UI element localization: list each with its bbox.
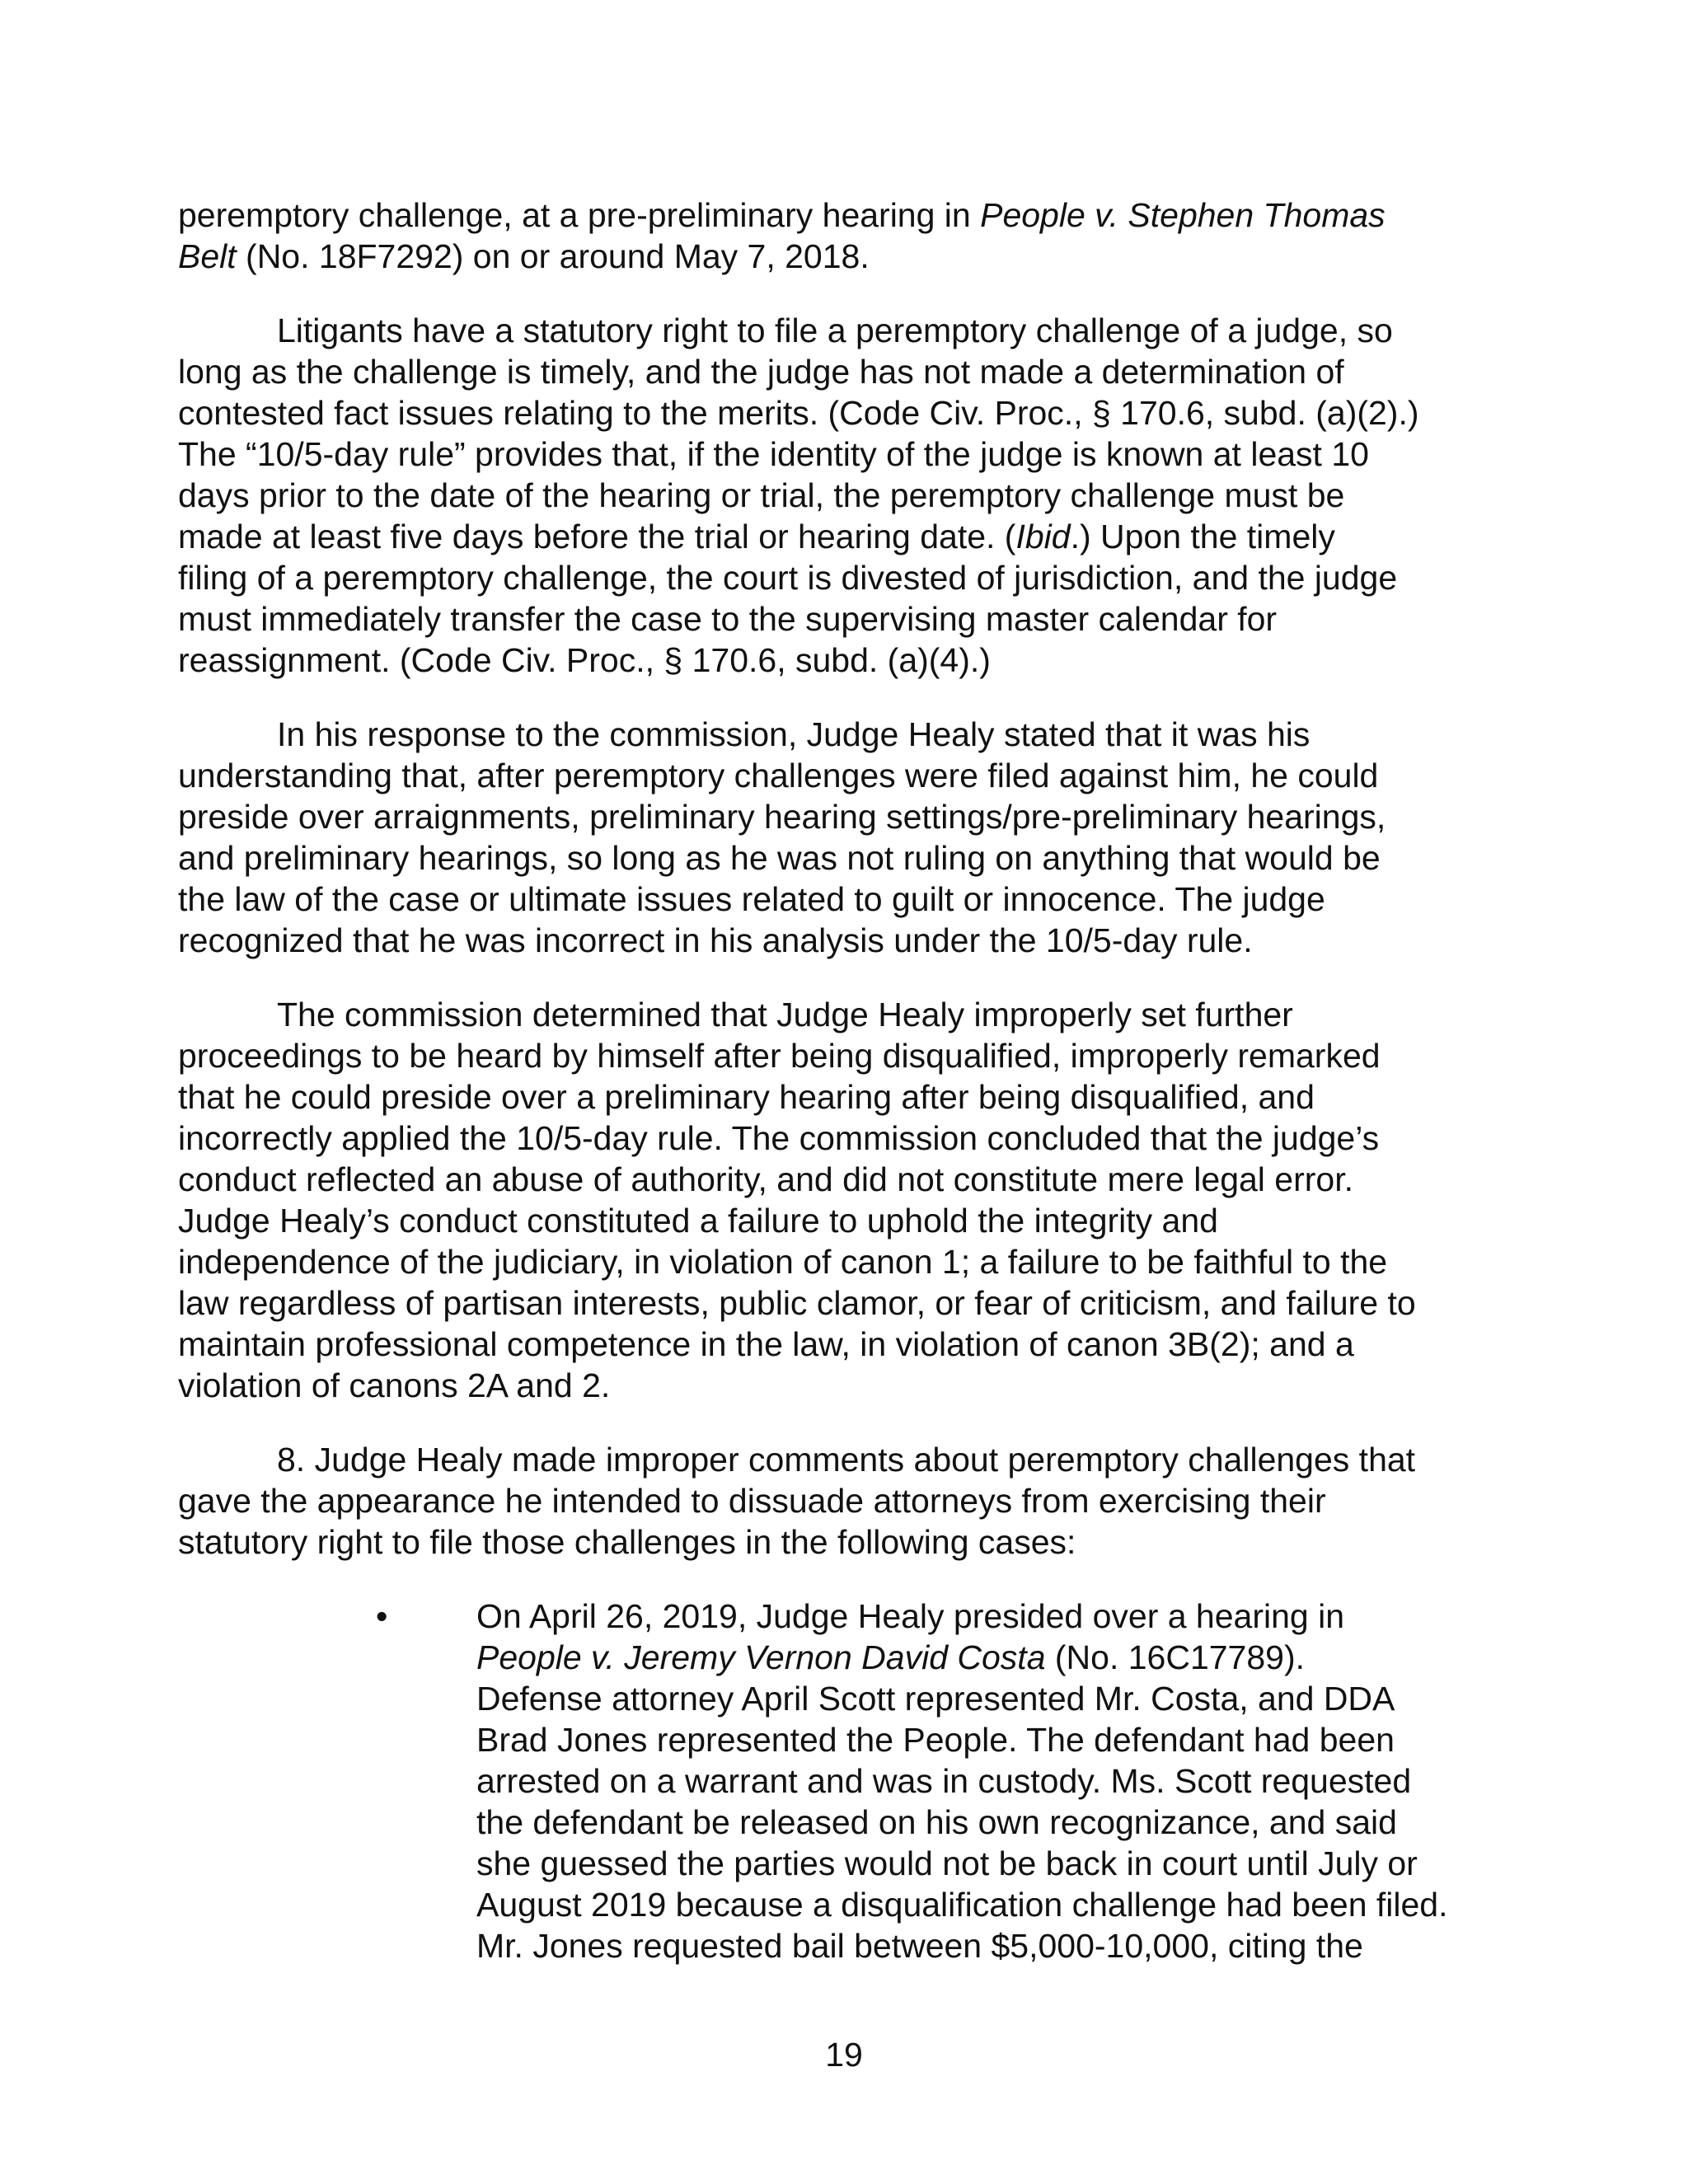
text-line <box>178 796 1522 837</box>
document-body <box>178 194 1522 1966</box>
text-line <box>178 920 1522 961</box>
text-run: Mr. Jones requested bail between $5,000-10,000, citing the <box>476 1927 1363 1965</box>
text-line <box>178 1035 1522 1076</box>
text-line <box>178 516 1522 557</box>
text-run: The commission determined that Judge Healy improperly set further <box>277 996 1293 1033</box>
bullet-marker: • <box>376 1597 388 1635</box>
text-line <box>178 1439 1522 1480</box>
text-line <box>178 1241 1522 1282</box>
text-run: Brad Jones represented the People. The defendant had been <box>476 1721 1395 1759</box>
text-run: proceedings to be heard by himself after being disqualified, improperly remarked <box>178 1037 1381 1075</box>
text-run: August 2019 because a disqualification challenge had been filed. <box>476 1886 1448 1924</box>
text-run: understanding that, after peremptory challenges were filed against him, he could <box>178 757 1379 794</box>
text-line <box>476 1925 1522 1966</box>
text-line <box>178 475 1522 516</box>
bullet-list-item <box>178 1596 1522 1966</box>
italic-case-citation: People v. Jeremy Vernon David Costa <box>476 1638 1046 1676</box>
text-line <box>476 1802 1522 1843</box>
text-line <box>178 1076 1522 1118</box>
text-line <box>178 1282 1522 1324</box>
text-run: contested fact issues relating to the merits. (Code Civ. Proc., § 170.6, subd. (a)(2).) <box>178 394 1419 432</box>
text-run: incorrectly applied the 10/5-day rule. The commission concluded that the judge’s <box>178 1119 1380 1157</box>
text-line <box>178 640 1522 681</box>
page-number: 19 <box>825 2036 863 2074</box>
text-line <box>178 194 1522 236</box>
text-line <box>178 1159 1522 1200</box>
text-line <box>178 557 1522 598</box>
text-run: maintain professional competence in the law, in violation of canon 3B(2); and a <box>178 1325 1354 1363</box>
text-line <box>178 1118 1522 1159</box>
text-line <box>178 714 1522 755</box>
text-run: (No. 16C17789). <box>1045 1638 1306 1676</box>
text-line <box>178 1365 1522 1406</box>
paragraph-eight <box>178 1439 1522 1563</box>
paragraph-intro <box>178 194 1522 277</box>
text-run: violation of canons 2A and 2. <box>178 1366 611 1404</box>
text-run: she guessed the parties would not be back in court until July or <box>476 1844 1418 1882</box>
text-run: must immediately transfer the case to the supervising master calendar for <box>178 600 1278 638</box>
text-line <box>178 1521 1522 1563</box>
text-run: law regardless of partisan interests, public clamor, or fear of criticism, and failure to <box>178 1284 1416 1322</box>
italic-case-citation: Belt <box>178 237 237 275</box>
text-line <box>178 236 1522 277</box>
text-run: recognized that he was incorrect in his analysis under the 10/5-day rule. <box>178 921 1253 959</box>
text-line <box>476 1719 1522 1760</box>
text-line <box>178 392 1522 434</box>
text-run: the defendant be released on his own recognizance, and said <box>476 1803 1397 1841</box>
text-run: filing of a peremptory challenge, the court is divested of jurisdiction, and the judge <box>178 559 1398 597</box>
text-line <box>178 1200 1522 1241</box>
text-run: On April 26, 2019, Judge Healy presided over a hearing in <box>476 1597 1345 1635</box>
text-run: independence of the judiciary, in violation of canon 1; a failure to be faithful to the <box>178 1243 1388 1281</box>
paragraph-litigants <box>178 310 1522 681</box>
text-run: statutory right to file those challenges in the following cases: <box>178 1523 1076 1561</box>
text-run: 8. Judge Healy made improper comments about peremptory challenges that <box>277 1441 1416 1479</box>
text-run: In his response to the commission, Judge Healy stated that it was his <box>277 715 1311 753</box>
text-line <box>476 1637 1522 1678</box>
text-line <box>178 994 1522 1035</box>
text-line <box>476 1884 1522 1925</box>
text-run: peremptory challenge, at a pre-preliminary hearing in <box>178 196 981 234</box>
text-run: The “10/5-day rule” provides that, if the identity of the judge is known at least 10 <box>178 435 1369 473</box>
text-line <box>178 879 1522 920</box>
text-run: conduct reflected an abuse of authority, and did not constitute mere legal error. <box>178 1160 1353 1198</box>
text-run: Defense attorney April Scott represented Mr. Costa, and DDA <box>476 1680 1395 1718</box>
text-line <box>178 837 1522 879</box>
text-line <box>178 598 1522 640</box>
text-run: Litigants have a statutory right to file a peremptory challenge of a judge, so <box>277 312 1393 349</box>
text-line <box>476 1596 1522 1637</box>
text-line <box>476 1843 1522 1884</box>
italic-case-citation: People v. Stephen Thomas <box>980 196 1386 234</box>
text-run: reassignment. (Code Civ. Proc., § 170.6, subd. (a)(4).) <box>178 641 991 679</box>
text-line <box>178 351 1522 392</box>
text-line <box>178 434 1522 475</box>
text-run: long as the challenge is timely, and the judge has not made a determination of <box>178 353 1344 391</box>
paragraph-determined <box>178 994 1522 1406</box>
text-line <box>178 1480 1522 1521</box>
text-run: (No. 18F7292) on or around May 7, 2018. <box>236 237 870 275</box>
text-run: that he could preside over a preliminary hearing after being disqualified, and <box>178 1078 1315 1116</box>
text-line <box>476 1760 1522 1802</box>
text-run: Judge Healy’s conduct constituted a failure to uphold the integrity and <box>178 1202 1218 1240</box>
text-run: .) Upon the timely <box>1070 518 1335 555</box>
text-run: arrested on a warrant and was in custody. Ms. Scott requested <box>476 1762 1412 1800</box>
text-run: the law of the case or ultimate issues related to guilt or innocence. The judge <box>178 880 1325 918</box>
text-line <box>178 310 1522 351</box>
paragraph-response <box>178 714 1522 961</box>
text-line <box>178 755 1522 796</box>
text-run: days prior to the date of the hearing or trial, the peremptory challenge must be <box>178 476 1345 514</box>
paragraph-list <box>178 194 1522 1563</box>
italic-case-citation: Ibid <box>1015 518 1071 555</box>
text-line <box>476 1678 1522 1719</box>
text-line <box>178 1324 1522 1365</box>
text-run: preside over arraignments, preliminary hearing settings/pre-preliminary hearings, <box>178 798 1386 836</box>
text-run: and preliminary hearings, so long as he was not ruling on anything that would be <box>178 839 1381 877</box>
text-run: gave the appearance he intended to dissuade attorneys from exercising their <box>178 1482 1326 1520</box>
text-run: made at least five days before the trial or hearing date. ( <box>178 518 1016 555</box>
bullet-text <box>476 1596 1522 1966</box>
